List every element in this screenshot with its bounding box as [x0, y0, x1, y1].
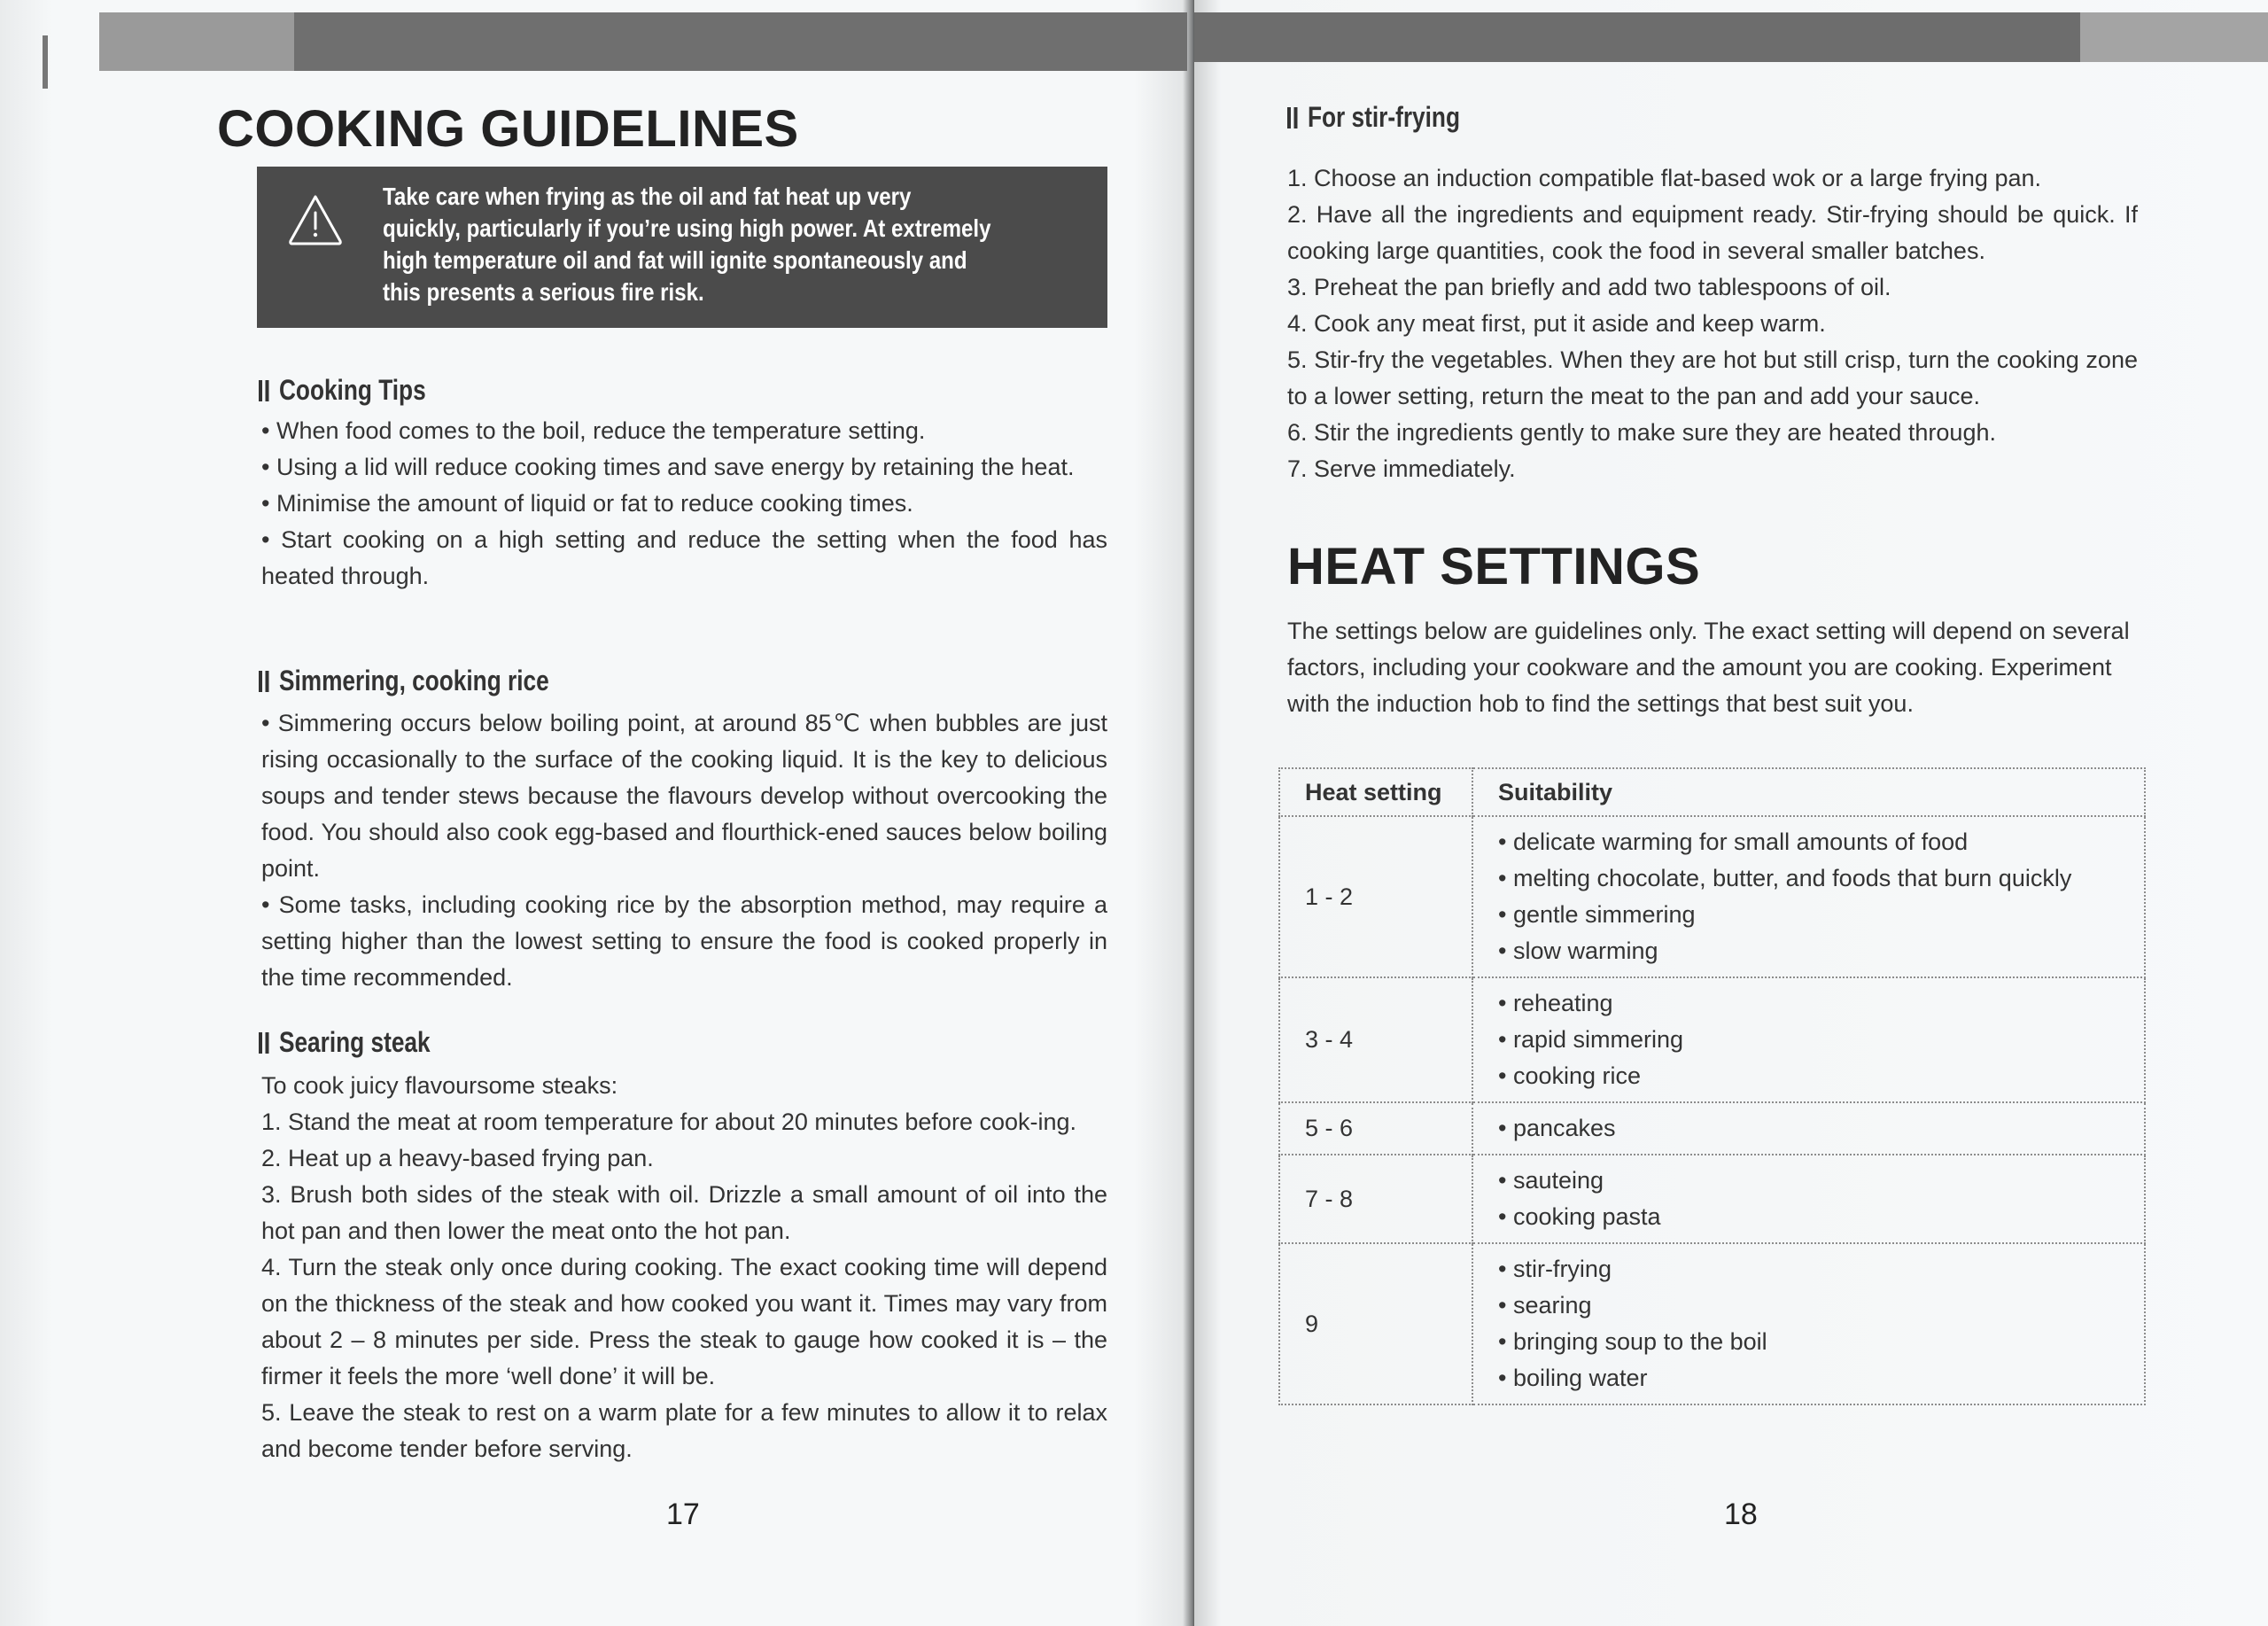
header-band-light-right — [2080, 12, 2268, 62]
list-item: • Start cooking on a high setting and reduce the setting when the food has heated through. — [261, 526, 1107, 589]
cooking-tips-list — [261, 413, 1107, 595]
section-heading-cooking-tips: Cooking Tips — [259, 374, 426, 407]
table-row — [1279, 1155, 2145, 1243]
section-heading-simmering: Simmering, cooking rice — [259, 665, 549, 697]
suitability-cell — [1472, 816, 2145, 977]
column-header-suitability: Suitability — [1472, 768, 2145, 816]
list-item: • Some tasks, including cooking rice by the absorption method, may require a setting higher than the lowest setting to ensure the food is cooked properly in the time recommended. — [261, 891, 1107, 991]
suitability-item: • cooking pasta — [1498, 1203, 1661, 1230]
page-title-heat-settings: HEAT SETTINGS — [1287, 538, 1701, 595]
suitability-item: • rapid simmering — [1498, 1026, 1684, 1053]
suitability-item: • boiling water — [1498, 1365, 1648, 1391]
suitability-item: • gentle simmering — [1498, 901, 1696, 928]
list-item: • Simmering occurs below boiling point, at around 85℃ when bubbles are just rising occasionally to the surface of the cooking liquid. It is the key to delicious soups and tender stews because the flavours develop without overcooking the food. You should also cook egg-based and flourthick-ened sauces below boiling point. — [261, 710, 1107, 882]
list-item: • When food comes to the boil, reduce the temperature setting. — [261, 417, 926, 444]
binding-edge — [43, 35, 48, 89]
heat-settings-table — [1278, 767, 2146, 1405]
list-item: 2. Heat up a heavy-based frying pan. — [261, 1145, 654, 1171]
suitability-cell — [1472, 1102, 2145, 1155]
column-header-heat-setting: Heat setting — [1279, 768, 1472, 816]
warning-text: Take care when frying as the oil and fat heat up very quickly, particularly if you’re using high power. At extremely high temperature oil and fat will ignite spontaneously and this presents a serious fire risk. — [383, 183, 991, 306]
table-row — [1279, 1102, 2145, 1155]
list-item: • Minimise the amount of liquid or fat to reduce cooking times. — [261, 490, 913, 517]
searing-intro: To cook juicy flavoursome steaks: — [261, 1072, 618, 1099]
list-item: 6. Stir the ingredients gently to make sure they are heated through. — [1287, 419, 1996, 446]
table-header-row — [1279, 768, 2145, 816]
table-row — [1279, 977, 2145, 1102]
list-item: 1. Choose an induction compatible flat-based wok or a large frying pan. — [1287, 165, 2042, 191]
heat-setting-cell: 3 - 4 — [1279, 977, 1472, 1102]
list-item: 1. Stand the meat at room temperature for about 20 minutes before cook-ing. — [261, 1109, 1077, 1135]
warning-triangle-icon — [287, 193, 344, 246]
heat-settings-intro: The settings below are guidelines only. The exact setting will depend on several factors, including your cookware and the amount you are cooking. Experiment with the induction hob to find the settings that best suit you. — [1287, 618, 2130, 717]
list-item: 7. Serve immediately. — [1287, 455, 1516, 482]
searing-steps — [261, 1068, 1107, 1467]
list-item: 4. Cook any meat first, put it aside and keep warm. — [1287, 310, 1826, 337]
section-marker-icon — [259, 1032, 268, 1054]
section-heading-stir-frying: For stir-frying — [1287, 101, 1460, 134]
page-title-cooking-guidelines: COOKING GUIDELINES — [217, 100, 799, 158]
suitability-item: • sauteing — [1498, 1167, 1604, 1194]
list-item: 5. Stir-fry the vegetables. When they are hot but still crisp, turn the cooking zone to a lower setting, return the meat to the pan and add your sauce. — [1287, 346, 2138, 409]
header-band-dark-right — [1194, 12, 2080, 62]
suitability-item: • bringing soup to the boil — [1498, 1328, 1767, 1355]
heat-setting-cell: 1 - 2 — [1279, 816, 1472, 977]
section-marker-icon — [259, 380, 268, 401]
simmering-list — [261, 705, 1107, 996]
table-row — [1279, 1243, 2145, 1404]
list-item: 4. Turn the steak only once during cooking. The exact cooking time will depend on the thickness of the steak and how cooked you want it. Times may vary from about 2 – 8 minutes per side. Press the steak to gauge how cooked it is – the firmer it feels the more ‘well done’ it will be. — [261, 1254, 1107, 1389]
suitability-cell — [1472, 977, 2145, 1102]
suitability-cell — [1472, 1243, 2145, 1404]
list-item: 3. Brush both sides of the steak with oil. Drizzle a small amount of oil into the hot pan and then lower the meat onto the hot pan. — [261, 1181, 1107, 1244]
header-band-light — [99, 12, 294, 71]
heat-setting-cell: 5 - 6 — [1279, 1102, 1472, 1155]
section-marker-icon — [259, 671, 268, 692]
suitability-item: • cooking rice — [1498, 1062, 1642, 1089]
suitability-item: • stir-frying — [1498, 1256, 1612, 1282]
list-item: 2. Have all the ingredients and equipment ready. Stir-frying should be quick. If cooking large quantities, cook the food in several smaller batches. — [1287, 201, 2138, 264]
suitability-item: • searing — [1498, 1292, 1592, 1319]
suitability-item: • pancakes — [1498, 1115, 1616, 1141]
suitability-item: • slow warming — [1498, 937, 1658, 964]
list-item: 5. Leave the steak to rest on a warm plate for a few minutes to allow it to relax and become tender before serving. — [261, 1399, 1107, 1462]
list-item: • Using a lid will reduce cooking times and save energy by retaining the heat. — [261, 454, 1075, 480]
warning-box — [257, 167, 1107, 328]
header-band-dark — [294, 12, 1187, 71]
suitability-item: • melting chocolate, butter, and foods that burn quickly — [1498, 865, 2072, 891]
heat-setting-cell: 7 - 8 — [1279, 1155, 1472, 1243]
page-number-right: 18 — [1724, 1498, 1758, 1531]
heat-setting-cell: 9 — [1279, 1243, 1472, 1404]
table-row — [1279, 816, 2145, 977]
list-item: 3. Preheat the pan briefly and add two tablespoons of oil. — [1287, 274, 1891, 300]
suitability-item: • delicate warming for small amounts of food — [1498, 829, 1969, 855]
section-marker-icon — [1287, 107, 1297, 128]
suitability-item: • reheating — [1498, 990, 1613, 1016]
stir-frying-steps — [1287, 160, 2138, 487]
page-number-left: 17 — [666, 1498, 700, 1531]
section-heading-searing-steak: Searing steak — [259, 1026, 431, 1059]
suitability-cell — [1472, 1155, 2145, 1243]
